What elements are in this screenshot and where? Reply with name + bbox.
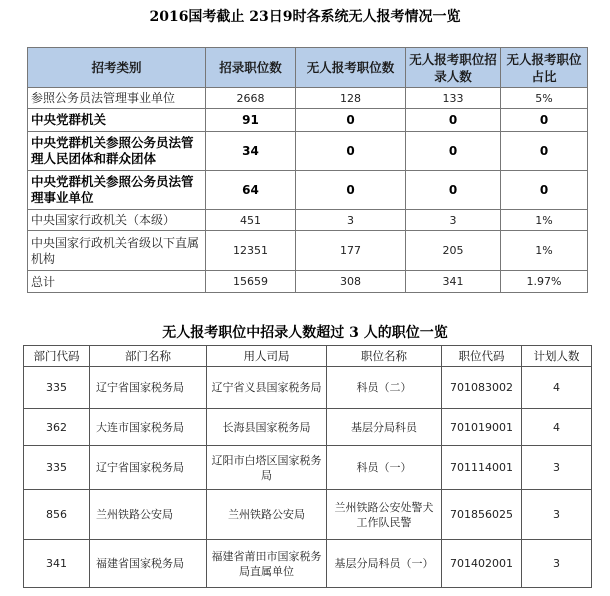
position-cell: 基层分局科员: [327, 409, 442, 446]
no-applicant-positions-cell: 0: [296, 171, 406, 210]
position-cell: 科员（二）: [327, 367, 442, 409]
dept-name-cell: 兰州铁路公安局: [90, 490, 207, 540]
position-code-cell: 701856025: [442, 490, 522, 540]
table-row: [24, 490, 592, 540]
header-position-code: 职位代码: [442, 346, 522, 367]
plan-cell: 4: [522, 367, 592, 409]
no-applicant-positions-cell: 0: [296, 109, 406, 132]
positions-cell: 64: [206, 171, 296, 210]
no-applicant-recruits-cell: 3: [406, 210, 501, 231]
bureau-cell: 兰州铁路公安局: [207, 490, 327, 540]
positions-cell: 34: [206, 132, 296, 171]
positions-cell: 12351: [206, 231, 296, 271]
bureau-cell: 福建省莆田市国家税务局直属单位: [207, 540, 327, 588]
no-applicant-positions-cell: 0: [296, 132, 406, 171]
no-applicant-positions-cell: 128: [296, 88, 406, 109]
dept-name-cell: 福建省国家税务局: [90, 540, 207, 588]
system-summary-table: [27, 47, 588, 293]
ratio-cell: 1.97%: [501, 271, 588, 293]
no-applicant-recruits-cell: 205: [406, 231, 501, 271]
no-applicant-recruits-cell: 0: [406, 132, 501, 171]
table1-title: 2016国考截止 23日9时各系统无人报考情况一览: [149, 9, 461, 25]
category-cell: 中央党群机关参照公务员法管理人民团体和群众团体: [28, 132, 206, 171]
table-row: [24, 367, 592, 409]
position-cell: 兰州铁路公安处警犬工作队民警: [327, 490, 442, 540]
header-category: 招考类别: [28, 48, 206, 88]
ratio-cell: 1%: [501, 231, 588, 271]
ratio-cell: 0: [501, 109, 588, 132]
plan-cell: 3: [522, 540, 592, 588]
plan-cell: 3: [522, 446, 592, 490]
category-cell: 总计: [28, 271, 206, 293]
header-position: 职位名称: [327, 346, 442, 367]
dept-code-cell: 362: [24, 409, 90, 446]
dept-name-cell: 辽宁省国家税务局: [90, 446, 207, 490]
category-cell: 中央国家行政机关（本级）: [28, 210, 206, 231]
table-row: [28, 231, 588, 271]
total-row: [28, 271, 588, 293]
position-cell: 科员（一）: [327, 446, 442, 490]
table-row: [28, 171, 588, 210]
no-applicant-positions-cell: 308: [296, 271, 406, 293]
header-no-applicant-positions: 无人报考职位数: [296, 48, 406, 88]
position-code-cell: 701083002: [442, 367, 522, 409]
header-dept-code: 部门代码: [24, 346, 90, 367]
position-code-cell: 701019001: [442, 409, 522, 446]
positions-cell: 91: [206, 109, 296, 132]
header-ratio: 无人报考职位占比: [501, 48, 588, 88]
header-dept-name: 部门名称: [90, 346, 207, 367]
ratio-cell: 0: [501, 132, 588, 171]
category-cell: 中央国家行政机关省级以下直属机构: [28, 231, 206, 271]
no-applicant-recruits-cell: 0: [406, 171, 501, 210]
category-cell: 参照公务员法管理事业单位: [28, 88, 206, 109]
table-row: [24, 540, 592, 588]
table-row: [24, 409, 592, 446]
over-three-positions-table: [23, 345, 592, 588]
position-code-cell: 701402001: [442, 540, 522, 588]
no-applicant-recruits-cell: 133: [406, 88, 501, 109]
no-applicant-positions-cell: 3: [296, 210, 406, 231]
bureau-cell: 长海县国家税务局: [207, 409, 327, 446]
table2-title: 无人报考职位中招录人数超过 3 人的职位一览: [162, 325, 448, 341]
no-applicant-recruits-cell: 0: [406, 109, 501, 132]
dept-code-cell: 335: [24, 367, 90, 409]
category-cell: 中央党群机关: [28, 109, 206, 132]
table-row: [28, 88, 588, 109]
header-bureau: 用人司局: [207, 346, 327, 367]
header-no-applicant-recruits: 无人报考职位招录人数: [406, 48, 501, 88]
dept-code-cell: 856: [24, 490, 90, 540]
table-row: [24, 446, 592, 490]
ratio-cell: 0: [501, 171, 588, 210]
position-cell: 基层分局科员（一）: [327, 540, 442, 588]
ratio-cell: 1%: [501, 210, 588, 231]
positions-cell: 15659: [206, 271, 296, 293]
positions-cell: 2668: [206, 88, 296, 109]
bureau-cell: 辽阳市白塔区国家税务局: [207, 446, 327, 490]
table-row: [28, 210, 588, 231]
table-row: [28, 109, 588, 132]
dept-code-cell: 335: [24, 446, 90, 490]
position-code-cell: 701114001: [442, 446, 522, 490]
header-plan: 计划人数: [522, 346, 592, 367]
positions-cell: 451: [206, 210, 296, 231]
table-row: [28, 132, 588, 171]
plan-cell: 3: [522, 490, 592, 540]
plan-cell: 4: [522, 409, 592, 446]
header-positions: 招录职位数: [206, 48, 296, 88]
no-applicant-positions-cell: 177: [296, 231, 406, 271]
ratio-cell: 5%: [501, 88, 588, 109]
dept-name-cell: 辽宁省国家税务局: [90, 367, 207, 409]
bureau-cell: 辽宁省义县国家税务局: [207, 367, 327, 409]
no-applicant-recruits-cell: 341: [406, 271, 501, 293]
dept-name-cell: 大连市国家税务局: [90, 409, 207, 446]
dept-code-cell: 341: [24, 540, 90, 588]
category-cell: 中央党群机关参照公务员法管理事业单位: [28, 171, 206, 210]
